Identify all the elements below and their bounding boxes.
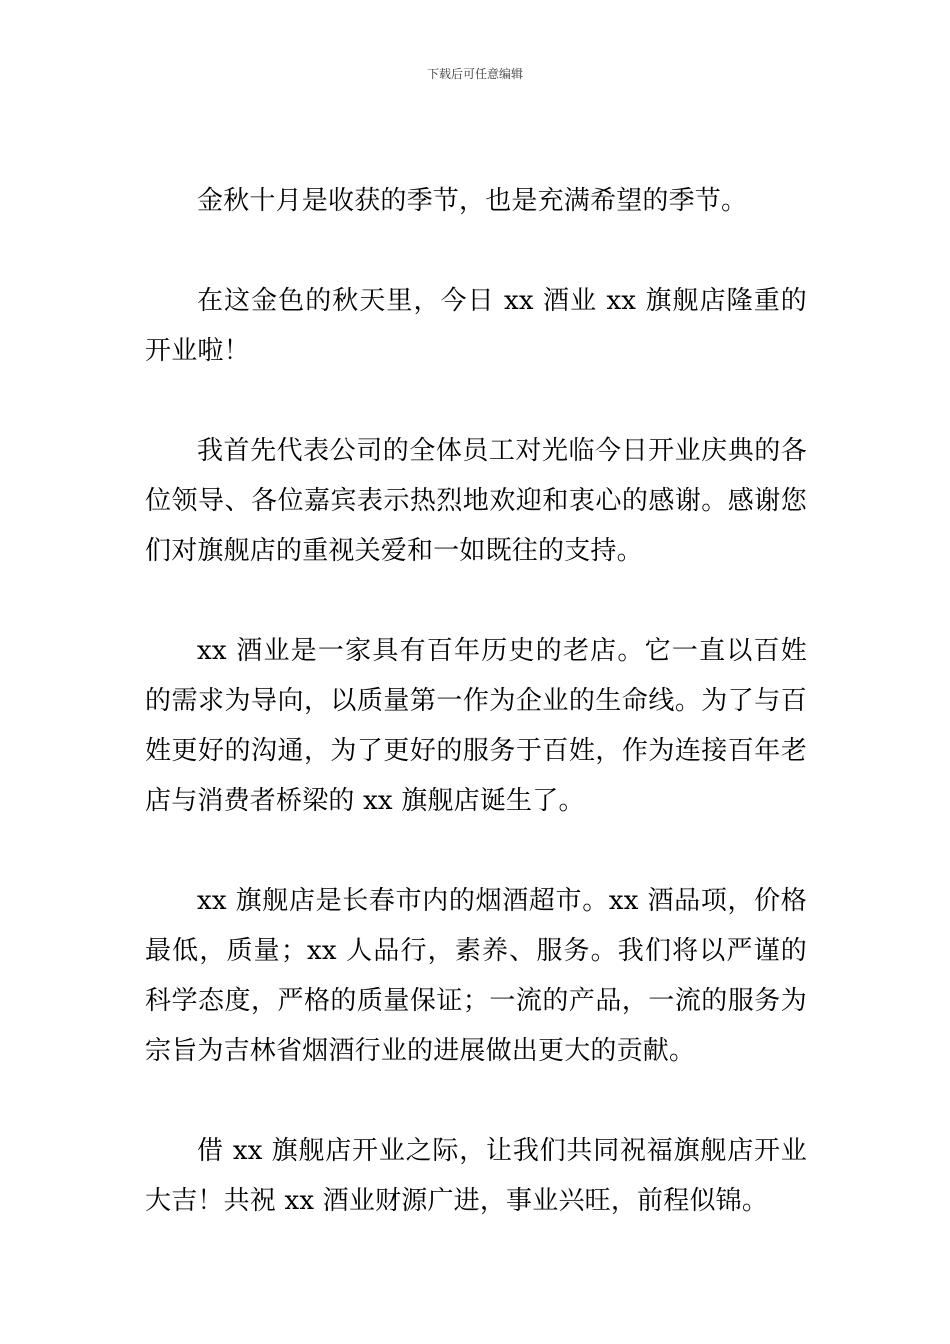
paragraph-5: xx 旗舰店是长春市内的烟酒超市。xx 酒品项，价格最低，质量；xx 人品行，素养、服务。我们将以严谨的科学态度，严格的质量保证；一流的产品，一流的服务为宗旨为吉林省烟酒行业的进展做出更大的贡献。 (145, 886, 807, 1066)
document-body (145, 176, 807, 1226)
paragraph-3: 我首先代表公司的全体员工对光临今日开业庆典的各位领导、各位嘉宾表示热烈地欢迎和衷心的感谢。感谢您们对旗舰店的重视关爱和一如既往的支持。 (145, 436, 807, 566)
paragraph-6: 借 xx 旗舰店开业之际，让我们共同祝福旗舰店开业大吉！共祝 xx 酒业财源广进，事业兴旺，前程似锦。 (145, 1136, 807, 1216)
header-note: 下载后可任意编辑 (426, 67, 523, 81)
paragraph-2: 在这金色的秋天里，今日 xx 酒业 xx 旗舰店隆重的开业啦！ (145, 286, 807, 366)
paragraph-4: xx 酒业是一家具有百年历史的老店。它一直以百姓的需求为导向，以质量第一作为企业的生命线。为了与百姓更好的沟通，为了更好的服务于百姓，作为连接百年老店与消费者桥梁的 xx 旗舰店诞生了。 (145, 636, 807, 816)
paragraph-1: 金秋十月是收获的季节，也是充满希望的季节。 (197, 186, 748, 216)
